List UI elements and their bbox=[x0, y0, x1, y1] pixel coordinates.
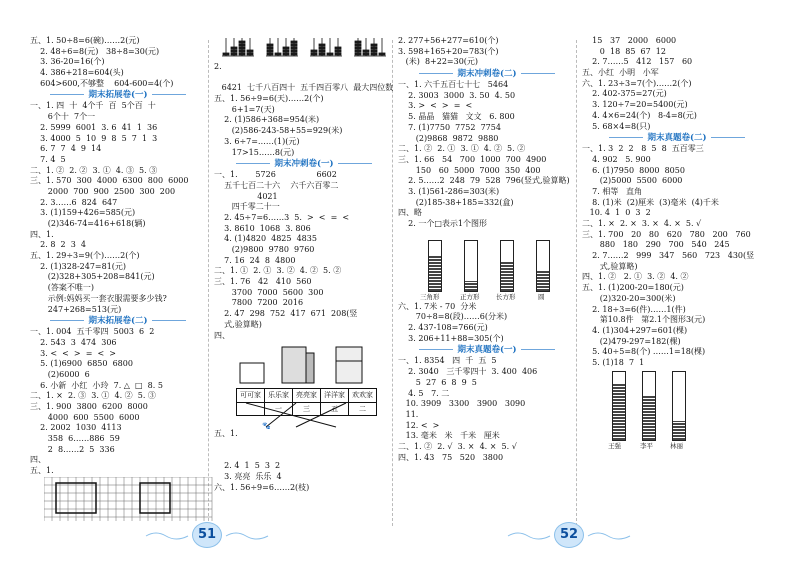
answer-line: 4. 5 7. 二 bbox=[398, 388, 450, 398]
answer-line: 4000 600 5500 6000 bbox=[30, 412, 140, 422]
answer-line: (2)9868 9872 9880 bbox=[398, 133, 499, 143]
page-number-left: 51 bbox=[192, 522, 222, 548]
answer-line: 二、1. × 2. ③ 3. ① 4. ② 5. ③ bbox=[30, 391, 156, 401]
answer-line: 2. 45÷7=6……3 5. > < = < bbox=[214, 212, 350, 222]
chart-bar bbox=[642, 371, 656, 441]
answer-line: 二、1. ② 2. ② 3. ① 4. ③ 5. ③ bbox=[30, 165, 158, 175]
chart-bar bbox=[500, 240, 514, 292]
answer-line: 2. 277+56+277=610(个) bbox=[398, 36, 499, 45]
answer-line: 一、1. 5726 6602 bbox=[214, 170, 337, 180]
answer-line: 三、1. 66 54 700 1000 700 4900 bbox=[398, 154, 547, 164]
answer-line: 一、1. 8354 四 千 五 5 bbox=[398, 356, 497, 366]
answer-line: 2. 5999 6001 3. 6 41 1 36 bbox=[30, 122, 158, 132]
answer-line: 2. 3……6 824 647 bbox=[30, 197, 118, 207]
answer-line: 3. 206+11+88=305(个) bbox=[398, 333, 504, 343]
answer-line: 式,验算略) bbox=[582, 261, 638, 271]
answer-line: 4. (1)4820 4825 4835 bbox=[214, 234, 317, 244]
answer-line: 二、1. ② 2. √ 3. × 4. × 5. √ bbox=[398, 441, 517, 451]
answers-block bbox=[30, 101, 206, 315]
answer-line bbox=[214, 440, 394, 451]
answer-line: 11. bbox=[398, 409, 421, 419]
column-divider bbox=[576, 40, 577, 526]
answer-line: 2. 5……2 248 79 528 796(竖式,验算略) bbox=[398, 176, 570, 186]
chart-bar bbox=[428, 240, 442, 292]
answer-line: 五、1. bbox=[214, 429, 238, 439]
answer-line: (答案不唯一) bbox=[30, 283, 95, 293]
answer-line: 一、1. 3 2 2 8 5 8 五百零三 bbox=[582, 144, 704, 154]
answer-line: 604>600,不够整 604-600=4(个) bbox=[30, 78, 174, 88]
answer-line: 70÷8=8(段)……6(分米) bbox=[398, 312, 508, 322]
answers-block bbox=[398, 36, 576, 68]
answer-line: 三、1. 76 42 410 560 bbox=[214, 277, 312, 287]
decorative-ornament bbox=[506, 530, 552, 540]
answer-column-3 bbox=[398, 36, 576, 463]
answer-line: 7800 7200 2016 bbox=[214, 298, 304, 308]
section-header: 期末真题卷(二) bbox=[582, 132, 772, 144]
answer-line: 2000 700 900 2500 300 200 bbox=[30, 186, 176, 196]
answer-line: 4. 386+218=604(头) bbox=[30, 68, 124, 78]
answer-line: 7. 4 5 bbox=[30, 154, 66, 164]
answers-block bbox=[30, 327, 206, 477]
answer-line: 四、略 bbox=[398, 208, 422, 218]
abacus-figure bbox=[222, 36, 392, 62]
answer-column-2 bbox=[214, 36, 394, 493]
answer-line: 2. 7……2 999 347 560 723 430(竖 bbox=[582, 251, 755, 261]
answer-line: 6. (1)7950 8000 8050 bbox=[582, 165, 685, 175]
answer-line: 4021 bbox=[214, 191, 278, 201]
answer-line: 2. 48÷6=8(元) 38÷8=30(元) bbox=[30, 46, 160, 56]
answer-line: 150 60 5000 7000 350 400 bbox=[398, 165, 541, 175]
answer-line: 7. 16 24 8 4800 bbox=[214, 255, 296, 265]
answer-line: 7. 相等 直角 bbox=[582, 186, 642, 196]
answer-line: 10. 4 1 0 3 2 bbox=[582, 208, 651, 218]
answer-line: (2)320-20=300(米) bbox=[582, 293, 676, 303]
answer-line: 五千七百二十六 六千六百零二 bbox=[214, 180, 339, 190]
answer-line: 6421 七千八百四十 五千四百零八 最大四位数 bbox=[214, 83, 394, 93]
answer-line: 5. 40÷5=8(个) ……1=18(棵) bbox=[582, 347, 706, 357]
answer-line: 四、1. ② 2. ① 3. ② 4. ② bbox=[582, 272, 689, 282]
answer-line: 六、1. 56÷9=6……2(枝) bbox=[214, 482, 310, 492]
table-header-cell: 可可家 bbox=[237, 389, 265, 403]
answer-line: 五、1. 50÷8=6(碗)……2(元) bbox=[30, 36, 140, 45]
answer-line: 17>15……8(元) bbox=[214, 147, 295, 157]
answer-line: 2. 2002 1030 4113 bbox=[30, 423, 122, 433]
answer-line: 880 180 290 700 540 245 bbox=[582, 240, 730, 250]
answer-line: (2)9800 9780 9760 bbox=[214, 245, 315, 254]
answers-block bbox=[398, 80, 576, 230]
table-cell: 二 bbox=[349, 402, 377, 416]
answer-line: 3. > < > = < bbox=[398, 101, 473, 111]
answers-block bbox=[398, 302, 576, 345]
answer-line: 五、小红 小明 小军 bbox=[582, 68, 659, 78]
answer-line: 3. < < > = < > bbox=[30, 348, 116, 358]
section-header: 期末冲刺卷(二) bbox=[398, 68, 576, 80]
table-cell bbox=[237, 402, 265, 416]
answer-line: 2. 437-108=766(元) bbox=[398, 323, 488, 333]
answer-line: 六、1. 23÷3=7(个)……2(个) bbox=[582, 78, 692, 88]
chart-bar bbox=[612, 371, 626, 441]
answer-line: 一、1. 004 五千零四 5003 6 2 bbox=[30, 327, 155, 337]
answer-line: 4. 4×6=24(个) 8-4=8(元) bbox=[582, 110, 697, 120]
answer-line: 四千零二十一 bbox=[214, 202, 280, 212]
section-header: 期末冲刺卷(一) bbox=[214, 158, 394, 170]
answer-line: (2)479-297=182(棵) bbox=[582, 336, 681, 346]
answer-line: 五、1. bbox=[30, 466, 54, 476]
answer-line: 第10.8件 第2.1个图形3(元) bbox=[582, 315, 706, 325]
answer-line: 3. 8610 1068 3. 806 bbox=[214, 223, 311, 233]
answer-line: 3. 亮亮 乐乐 4 bbox=[214, 471, 282, 481]
answer-line: (米) 8+22=30(元) bbox=[398, 57, 479, 67]
house-order-table bbox=[236, 388, 377, 416]
answers-block bbox=[214, 170, 394, 341]
chart-bar bbox=[672, 371, 686, 441]
answer-line: 5. (1)6900 6850 6800 bbox=[30, 359, 133, 369]
svg-text:🐾: 🐾 bbox=[262, 422, 271, 430]
answers-block bbox=[214, 429, 394, 493]
answer-line: 0 18 85 67 12 bbox=[582, 46, 666, 56]
answers-block bbox=[214, 62, 394, 158]
section-header: 期末拓展卷(一) bbox=[30, 89, 206, 101]
chart-bar bbox=[536, 240, 550, 292]
answer-line: 2. 402-375=27(元) bbox=[582, 89, 667, 99]
answer-line: 15 37 2000 6000 bbox=[582, 36, 677, 45]
answer-column-4 bbox=[582, 36, 772, 451]
answers-block bbox=[582, 36, 772, 132]
answer-line: (2)185-38+185=332(盒) bbox=[398, 197, 514, 207]
answer-line: 二、1. ① 2. ① 3. ② 4. ② 5. ② bbox=[214, 266, 342, 276]
answer-line: (2)346-74=416+618(辆) bbox=[30, 219, 146, 228]
answer-line: 5 27 6 8 9 5 bbox=[398, 377, 477, 387]
answer-line: 6. 小新 小红 小玲 7. △ □ 8. 5 bbox=[30, 380, 163, 390]
answer-line: 四、1. bbox=[30, 229, 57, 239]
chart-bar bbox=[464, 240, 478, 292]
answer-line: 6. 7 7 4 9 14 bbox=[30, 144, 102, 154]
answer-line: 3. 120÷7=20=5400(元) bbox=[582, 100, 688, 110]
answer-line: 3. (1)561-286=303(米) bbox=[398, 186, 500, 196]
answer-line: 2. 8 2 3 4 bbox=[30, 240, 86, 250]
answer-line: 2. bbox=[214, 62, 222, 71]
answer-line: 一、1. 四 十 4个千 百 5个百 十 bbox=[30, 101, 156, 111]
answer-line: 13. 毫米 米 千米 厘米 bbox=[398, 431, 500, 441]
answer-line: 10. 3909 3300 3900 3090 bbox=[398, 399, 526, 409]
answer-line: (2)328+305+208=841(元) bbox=[30, 272, 155, 282]
answers-block bbox=[30, 36, 206, 89]
answer-line: 2. 3040 三千零四十 3. 400 406 bbox=[398, 367, 538, 377]
answer-line: 7. (1)7750 7752 7754 bbox=[398, 122, 501, 132]
answer-line: 358 6……886 59 bbox=[30, 434, 120, 444]
answer-line: 3. (1)159+426=585(元) bbox=[30, 208, 136, 218]
answer-line: 3. 598+165+20=783(个) bbox=[398, 46, 499, 56]
answer-line: 3. 36-20=16(个) bbox=[30, 57, 105, 67]
answer-line: (2)586-243-58+55=929(米) bbox=[214, 126, 343, 136]
answer-line: 2. 47 298 752 417 671 208(竖 bbox=[214, 309, 358, 319]
answer-line bbox=[214, 451, 394, 462]
section-header: 期末真题卷(一) bbox=[398, 344, 576, 356]
table-header-cell: 亮亮家 bbox=[293, 389, 321, 403]
decorative-ornament bbox=[144, 530, 190, 540]
answer-line: 一、1. 六千五百七十七 5464 bbox=[398, 80, 509, 90]
tree-count-chart bbox=[608, 369, 698, 441]
answer-line: 3. 4000 5 10 9 8 5 7 1 3 bbox=[30, 133, 158, 143]
answer-line: 6+1=7(天) bbox=[214, 104, 275, 114]
answer-line: 二、1. × 2. × 3. × 4. × 5. √ bbox=[582, 219, 702, 228]
answer-line: 4. (1)304+297=601(棵) bbox=[582, 325, 688, 335]
answer-line: 三、1. 570 300 4000 6300 800 6000 bbox=[30, 176, 189, 186]
page-number-right: 52 bbox=[554, 522, 584, 548]
answer-line: 三、1. 900 3800 6200 8000 bbox=[30, 402, 148, 411]
answer-line: 三、1. 700 20 80 620 780 200 760 bbox=[582, 229, 751, 239]
answer-line: 四、1. 43 75 520 3800 bbox=[398, 452, 504, 462]
chart-labels: 王强 李平 林丽 bbox=[608, 441, 683, 450]
chart-labels: 三角形 正方形 长方形 圆 bbox=[420, 292, 545, 301]
decorative-ornament bbox=[586, 530, 632, 540]
answer-line: 4. 902 5. 900 bbox=[582, 154, 651, 164]
answer-line: 2. 18÷3=6(件)……1(件) bbox=[582, 304, 686, 314]
shape-count-chart bbox=[424, 230, 564, 292]
answer-line: 2. (1)586+368=954(米) bbox=[214, 115, 320, 125]
answer-line: 2. 543 3 474 306 bbox=[30, 337, 117, 347]
answer-line: 3. 6÷7=……(1)(元) bbox=[214, 136, 300, 146]
answer-line: 五、1. 56÷9=6(天)……2(个) bbox=[214, 94, 324, 104]
grid-drawing-figure bbox=[44, 477, 214, 525]
answer-line: 2. 一个□表示1个图形 bbox=[398, 219, 487, 228]
answer-line: 5. 晶晶 猫猫 文文 6. 800 bbox=[398, 112, 515, 122]
answer-line: 六、1. 7米 - 70 分米 bbox=[398, 301, 477, 311]
answer-line bbox=[214, 73, 394, 84]
answers-block bbox=[582, 144, 772, 368]
answers-block bbox=[398, 356, 576, 463]
answer-line: 5. 68×4=8(只) bbox=[582, 121, 651, 131]
answer-line: 示例:妈妈买一套衣服需要多少钱? bbox=[30, 293, 167, 303]
answer-line: 2. (1)328-247=81(元) bbox=[30, 261, 127, 271]
answer-line: 3700 7000 5600 300 bbox=[214, 287, 324, 297]
answer-line: 8. (1)米 (2)厘米 (3)毫米 (4)千米 bbox=[582, 197, 719, 207]
table-header-cell: 乐乐家 bbox=[265, 389, 293, 403]
answer-line: 四、 bbox=[214, 330, 230, 340]
answer-line: 2 8……2 5 336 bbox=[30, 444, 115, 454]
answer-line: (2)5000 5500 6000 bbox=[582, 176, 683, 186]
answer-line: 式,验算略) bbox=[214, 319, 262, 329]
answer-line: 247+268=513(元) bbox=[30, 304, 122, 314]
answer-line: 5. (1)18 7 1 bbox=[582, 357, 645, 367]
table-header-cell: 洋洋家 bbox=[321, 389, 349, 403]
answer-line: 二、1. ② 2. ① 3. ① 4. ② 5. ② bbox=[398, 144, 526, 154]
answer-line: 四、 bbox=[30, 455, 46, 465]
answer-line: 五、1. 29÷3=9(个)……2(个) bbox=[30, 251, 140, 261]
table-header-cell: 欢欢家 bbox=[349, 389, 377, 403]
answer-line: 五、1. (1)200-20=180(元) bbox=[582, 283, 684, 293]
answer-line: 12. < > bbox=[398, 420, 440, 430]
section-header: 期末拓展卷(二) bbox=[30, 315, 206, 327]
answer-line: (2)6000 6 bbox=[30, 369, 93, 379]
table-cell: 三 bbox=[293, 402, 321, 416]
table-cell: 五 bbox=[321, 402, 349, 416]
answer-column-1 bbox=[30, 36, 206, 525]
answer-line: 2. 4 1 5 3 2 bbox=[214, 461, 281, 471]
answer-line: 2. 7……5 412 157 60 bbox=[582, 57, 693, 67]
answer-line: 6个十 7个一 bbox=[30, 112, 96, 122]
decorative-ornament bbox=[224, 530, 270, 540]
column-divider bbox=[208, 40, 209, 526]
table-cell: 一 bbox=[265, 402, 293, 416]
answer-line: 2. 3003 3000 3. 50 4. 50 bbox=[398, 90, 516, 100]
